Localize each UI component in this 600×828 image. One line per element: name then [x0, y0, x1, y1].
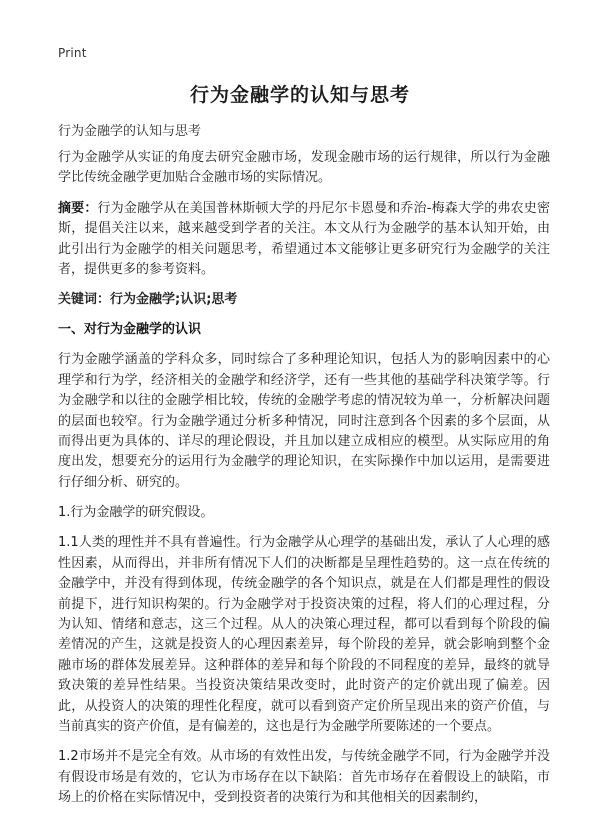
document-body [58, 148, 550, 819]
subsection-1-2-paragraph: 1.2市场并不是完全有效。从市场的有效性出发，与传统金融学不同，行为金融学并没有假设市场是有效的，它认为市场存在以下缺陷：首先市场存在着假设上的缺陷，市场上的价格在实际情况中，受到投资者的决策行为和其他相关的因素制约， [58, 749, 550, 806]
abstract-label: 摘要： [58, 200, 98, 216]
print-label: Print [58, 46, 87, 60]
section-1-paragraph: 行为金融学涵盖的学科众多，同时综合了多种理论知识，包括人为的影响因素中的心理学和行为学，经济相关的金融学和经济学，还有一些其他的基础学科决策学等。行为金融学和以往的金融学相比较，传统的金融学考虑的情况较为单一，分析解决问题的层面也较窄。行为金融学通过分析多种情况，同时注意到各个因素的多个层面，从而得出更为具体的、详尽的理论假设，并且加以建立成相应的模型。从实际应用的角度出发，想要充分的运用行为金融学的理论知识，在实际操作中加以运用，是需要进行仔细分析、研究的。 [58, 352, 550, 490]
section-heading-1: 一、对行为金融学的认识 [58, 322, 202, 338]
keywords-line: 关键词：行为金融学;认识;思考 [58, 292, 238, 308]
subsection-heading-1: 1.行为金融学的研究假设。 [58, 505, 214, 521]
subsection-1-1-paragraph: 1.1人类的理性并不具有普遍性。行为金融学从心理学的基础出发，承认了人心理的感性因素，从而得出，并非所有情况下人们的决断都是呈理性趋势的。这一点在传统的金融学中，并没有得到体现，传统金融学的各个知识点，就是在人们都是理性的假设前提下，进行知识构架的。行为金融学对于投资决策的过程，将人们的心理过程，分为认知、情绪和意志，这三个过程。从人的决策心理过程，都可以看到每个阶段的偏差情况的产生，这就是投资人的心理因素差异，每个阶段的差异，就会影响到整个金融市场的群体发展差异。这种群体的差异和每个阶段的不同程度的差异，最终的就导致决策的差异性结果。当投资决策结果改变时，此时资产的定价就出现了偏差。因此，从投资人的决策的理性化程度，就可以看到资产定价所呈现出来的资产价值，与当前真实的资产价值，是有偏差的，这也是行为金融学所要陈述的一个要点。 [58, 535, 550, 734]
document-subtitle: 行为金融学的认知与思考 [58, 124, 202, 139]
document-title: 行为金融学的认知与思考 [189, 84, 410, 106]
intro-paragraph: 行为金融学从实证的角度去研究金融市场，发现金融市场的运行规律，所以行为金融学比传统金融学更加贴合金融市场的实际情况。 [58, 150, 550, 186]
abstract-paragraph [58, 199, 550, 281]
abstract-text: 行为金融学从在美国普林斯顿大学的丹尼尔卡恩曼和乔治-梅森大学的弗农史密斯，提倡关注以来，越来越受到学者的关注。本文从行为金融学的基本认知开始，由此引出行为金融学的相关问题思考，希望通过本文能够让更多研究行为金融学的关注者，提供更多的参考资料。 [58, 200, 550, 278]
